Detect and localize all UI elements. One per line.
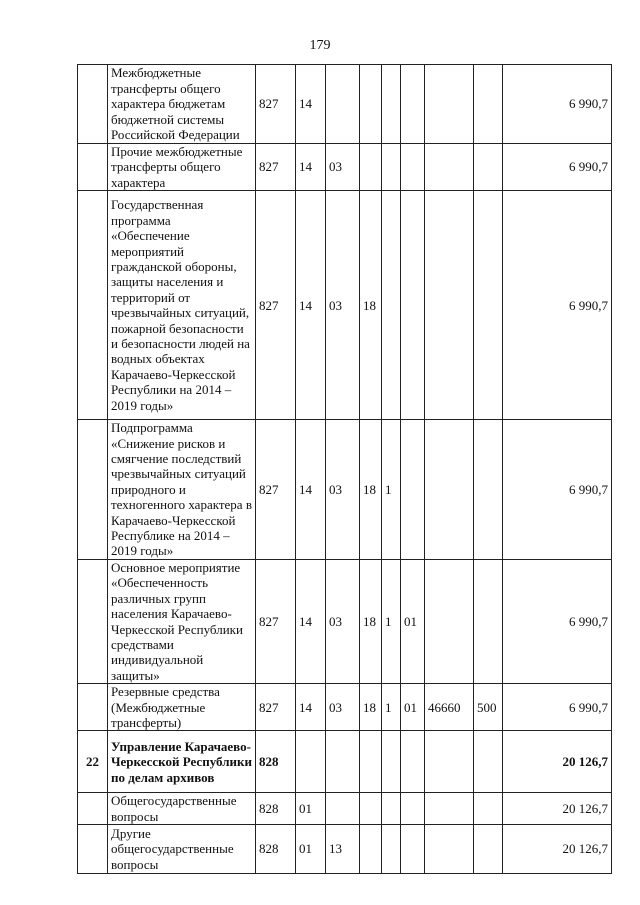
amount-cell: 6 990,7	[503, 65, 612, 144]
section-code-cell: 01	[296, 793, 326, 825]
program-code-cell	[360, 65, 382, 144]
program-code-cell: 18	[360, 191, 382, 420]
amount-cell: 20 126,7	[503, 793, 612, 825]
item-name-cell: Межбюджетные трансферты общего характера бюджетам бюджетной системы Российской Федерации	[108, 65, 256, 144]
direction-code-cell	[425, 731, 474, 793]
event-code-cell: 01	[401, 559, 425, 683]
amount-cell: 6 990,7	[503, 191, 612, 420]
row-number-cell	[78, 420, 108, 560]
amount-cell: 20 126,7	[503, 731, 612, 793]
row-number-cell	[78, 825, 108, 874]
section-code-cell: 14	[296, 684, 326, 731]
subprogram-code-cell: 1	[382, 684, 401, 731]
table-row	[78, 420, 612, 560]
table-row	[78, 731, 612, 793]
ministry-code-cell: 828	[256, 793, 296, 825]
event-code-cell	[401, 65, 425, 144]
row-number-cell	[78, 684, 108, 731]
direction-code-cell: 46660	[425, 684, 474, 731]
ministry-code-cell: 827	[256, 65, 296, 144]
subsection-code-cell: 03	[326, 559, 360, 683]
row-number-cell	[78, 191, 108, 420]
expense-type-cell	[474, 825, 503, 874]
amount-cell: 6 990,7	[503, 144, 612, 191]
event-code-cell	[401, 144, 425, 191]
page-number: 179	[309, 38, 331, 53]
section-code-cell: 14	[296, 191, 326, 420]
section-code-cell: 01	[296, 825, 326, 874]
program-code-cell: 18	[360, 684, 382, 731]
subprogram-code-cell	[382, 731, 401, 793]
event-code-cell	[401, 420, 425, 560]
subsection-code-cell: 03	[326, 191, 360, 420]
ministry-code-cell: 827	[256, 559, 296, 683]
table-body	[78, 65, 612, 874]
expense-type-cell	[474, 144, 503, 191]
expense-type-cell	[474, 731, 503, 793]
subsection-code-cell	[326, 731, 360, 793]
subprogram-code-cell	[382, 191, 401, 420]
item-name-cell: Прочие межбюджетные трансферты общего характера	[108, 144, 256, 191]
row-number-cell	[78, 144, 108, 191]
program-code-cell	[360, 731, 382, 793]
direction-code-cell	[425, 793, 474, 825]
direction-code-cell	[425, 144, 474, 191]
expense-type-cell: 500	[474, 684, 503, 731]
item-name-cell: Другие общегосударственные вопросы	[108, 825, 256, 874]
row-number-cell: 22	[78, 731, 108, 793]
table-row	[78, 144, 612, 191]
direction-code-cell	[425, 65, 474, 144]
subsection-code-cell: 03	[326, 144, 360, 191]
item-name-cell: Подпрограмма «Снижение рисков и смягчение последствий чрезвычайных ситуаций природного и техногенного характера в Карачаево-Черкесской Республике на 2014 – 2019 годы»	[108, 420, 256, 560]
section-code-cell	[296, 731, 326, 793]
section-code-cell: 14	[296, 144, 326, 191]
item-name-cell: Основное мероприятие «Обеспеченность различных групп населения Карачаево-Черкесской Республики средствами индивидуальной защиты»	[108, 559, 256, 683]
amount-cell: 6 990,7	[503, 559, 612, 683]
ministry-code-cell: 827	[256, 420, 296, 560]
row-number-cell	[78, 559, 108, 683]
ministry-code-cell: 828	[256, 825, 296, 874]
ministry-code-cell: 827	[256, 144, 296, 191]
subsection-code-cell: 03	[326, 684, 360, 731]
expense-type-cell	[474, 420, 503, 560]
direction-code-cell	[425, 420, 474, 560]
subprogram-code-cell	[382, 793, 401, 825]
subsection-code-cell: 03	[326, 420, 360, 560]
program-code-cell	[360, 825, 382, 874]
item-name-cell: Общегосударственные вопросы	[108, 793, 256, 825]
expense-type-cell	[474, 559, 503, 683]
program-code-cell: 18	[360, 420, 382, 560]
table-row	[78, 793, 612, 825]
amount-cell: 6 990,7	[503, 684, 612, 731]
subprogram-code-cell: 1	[382, 420, 401, 560]
subsection-code-cell	[326, 65, 360, 144]
section-code-cell: 14	[296, 65, 326, 144]
program-code-cell	[360, 144, 382, 191]
direction-code-cell	[425, 825, 474, 874]
event-code-cell: 01	[401, 684, 425, 731]
item-name-cell: Резервные средства (Межбюджетные трансферты)	[108, 684, 256, 731]
item-name-cell: Управление Карачаево-Черкесской Республики по делам архивов	[108, 731, 256, 793]
event-code-cell	[401, 731, 425, 793]
program-code-cell	[360, 793, 382, 825]
table-row	[78, 825, 612, 874]
section-code-cell: 14	[296, 420, 326, 560]
row-number-cell	[78, 793, 108, 825]
budget-table	[77, 64, 612, 874]
expense-type-cell	[474, 65, 503, 144]
amount-cell: 20 126,7	[503, 825, 612, 874]
section-code-cell: 14	[296, 559, 326, 683]
subprogram-code-cell	[382, 144, 401, 191]
table-row	[78, 191, 612, 420]
subsection-code-cell: 13	[326, 825, 360, 874]
subsection-code-cell	[326, 793, 360, 825]
ministry-code-cell: 828	[256, 731, 296, 793]
table-row	[78, 65, 612, 144]
table-row	[78, 559, 612, 683]
ministry-code-cell: 827	[256, 684, 296, 731]
event-code-cell	[401, 825, 425, 874]
item-name-cell: Государственная программа «Обеспечение мероприятий гражданской обороны, защиты населения и территорий от чрезвычайных ситуаций, пожарной безопасности и безопасности людей на водных объектах Карачаево-Черкесской Республики на 2014 – 2019 годы»	[108, 191, 256, 420]
direction-code-cell	[425, 559, 474, 683]
amount-cell: 6 990,7	[503, 420, 612, 560]
subprogram-code-cell	[382, 825, 401, 874]
program-code-cell: 18	[360, 559, 382, 683]
expense-type-cell	[474, 793, 503, 825]
subprogram-code-cell	[382, 65, 401, 144]
direction-code-cell	[425, 191, 474, 420]
table-row	[78, 684, 612, 731]
subprogram-code-cell: 1	[382, 559, 401, 683]
expense-type-cell	[474, 191, 503, 420]
row-number-cell	[78, 65, 108, 144]
ministry-code-cell: 827	[256, 191, 296, 420]
event-code-cell	[401, 191, 425, 420]
event-code-cell	[401, 793, 425, 825]
